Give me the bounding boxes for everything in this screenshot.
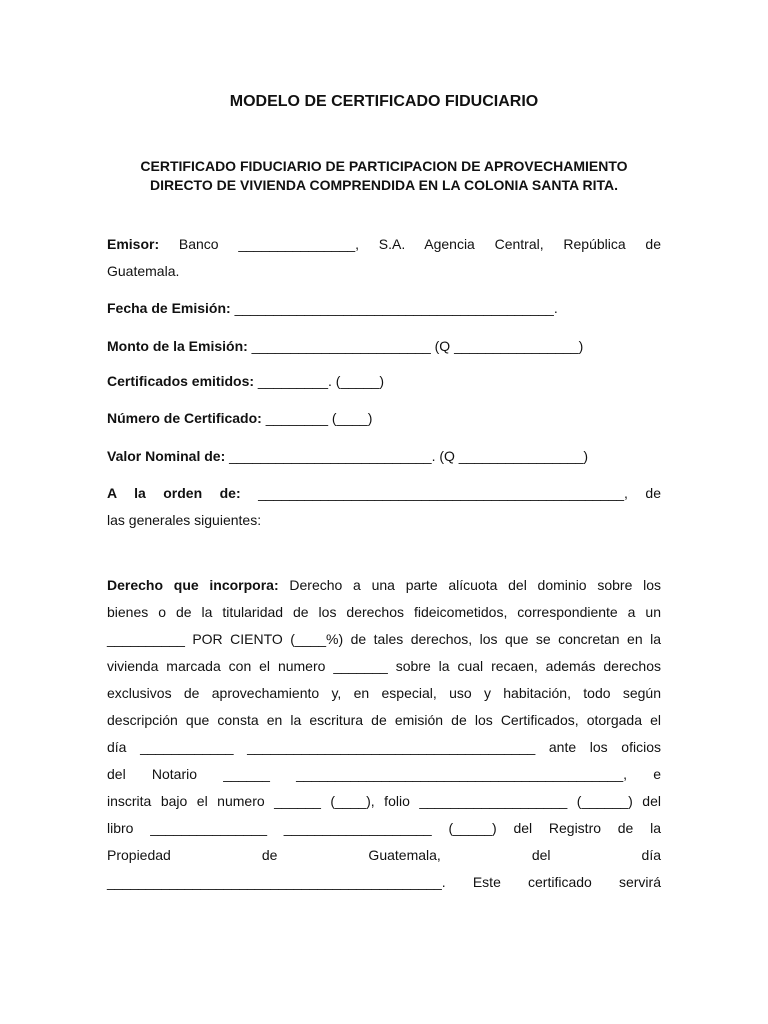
derecho-line: descripción que consta en la escritura de emisión de los Certificados, otorgada el bbox=[107, 712, 661, 728]
derecho-line: ___________________________________________. Este certificado servirá bbox=[107, 874, 661, 890]
derecho-line bbox=[107, 572, 661, 599]
monto-value: _______________________ (Q ________________) bbox=[247, 338, 584, 354]
field-numero-certificado bbox=[107, 405, 661, 432]
derecho-label: Derecho que incorpora: bbox=[107, 577, 279, 593]
derecho-paragraph bbox=[107, 572, 661, 896]
orden-line-2: las generales siguientes: bbox=[107, 512, 262, 528]
derecho-line: inscrita bajo el numero ______ (____), folio ___________________ (______) del bbox=[107, 793, 661, 809]
derecho-line: Propiedad de Guatemala, del día bbox=[107, 847, 661, 863]
numero-label: Número de Certificado: bbox=[107, 410, 262, 426]
numero-value: ________ (____) bbox=[261, 410, 373, 426]
derecho-line-text: Derecho a una parte alícuota del dominio sobre los bbox=[278, 577, 662, 593]
monto-label: Monto de la Emisión: bbox=[107, 338, 248, 354]
orden-line-1 bbox=[107, 480, 661, 507]
emisor-label: Emisor: bbox=[107, 236, 160, 252]
derecho-line: __________ POR CIENTO (____%) de tales derechos, los que se concretan en la bbox=[107, 631, 661, 647]
derecho-line: libro _______________ ___________________ (_____) del Registro de la bbox=[107, 820, 661, 836]
derecho-line: exclusivos de aprovechamiento y, en especial, uso y habitación, todo según bbox=[107, 685, 661, 701]
field-emisor bbox=[107, 231, 661, 285]
emisor-value: Banco _______________, S.A. Agencia Central, República de bbox=[159, 236, 661, 252]
derecho-line: del Notario ______ __________________________________________, e bbox=[107, 766, 661, 782]
document-title: MODELO DE CERTIFICADO FIDUCIARIO bbox=[229, 93, 539, 110]
emisor-line-2: Guatemala. bbox=[107, 263, 180, 279]
emisor-line-1 bbox=[107, 231, 661, 258]
derecho-line: vivienda marcada con el numero _______ sobre la cual recaen, además derechos bbox=[107, 658, 661, 674]
field-certificados-emitidos bbox=[107, 368, 661, 395]
valor-value: __________________________. (Q ________________) bbox=[225, 448, 589, 464]
fecha-value: _________________________________________. bbox=[230, 300, 558, 316]
orden-label: A la orden de: bbox=[107, 485, 241, 501]
derecho-line: bienes o de la titularidad de los derechos fideicometidos, correspondiente a un bbox=[107, 604, 661, 620]
orden-value: _______________________________________________, de bbox=[240, 485, 661, 501]
field-a-la-orden bbox=[107, 480, 661, 534]
subtitle-line-1: CERTIFICADO FIDUCIARIO DE PARTICIPACION DE APROVECHAMIENTO bbox=[140, 158, 628, 174]
document-subtitle bbox=[107, 157, 661, 195]
field-fecha-emision bbox=[107, 295, 661, 322]
subtitle-line-2: DIRECTO DE VIVIENDA COMPRENDIDA EN LA COLONIA SANTA RITA. bbox=[150, 177, 618, 193]
valor-label: Valor Nominal de: bbox=[107, 448, 226, 464]
field-monto-emision bbox=[107, 333, 661, 360]
derecho-line: día ____________ _____________________________________ ante los oficios bbox=[107, 739, 661, 755]
certificados-label: Certificados emitidos: bbox=[107, 373, 255, 389]
field-valor-nominal bbox=[107, 443, 661, 470]
fecha-label: Fecha de Emisión: bbox=[107, 300, 231, 316]
certificados-value: _________. (_____) bbox=[254, 373, 385, 389]
